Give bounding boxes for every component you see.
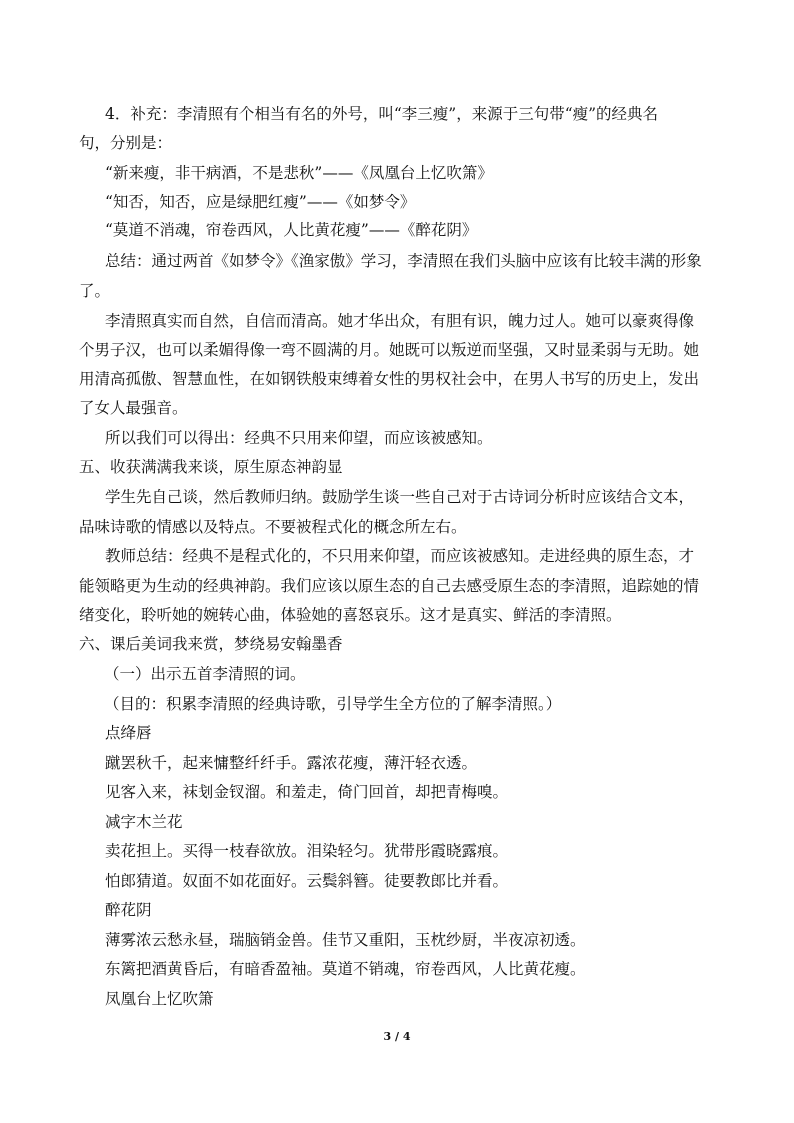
poem2-line1: 卖花担上。买得一枝春欲放。泪染轻匀。犹带彤霞晓露痕。	[105, 842, 509, 860]
section-heading-5: 五、收获满满我来谈，原生原态神韵显	[79, 458, 343, 476]
paragraph-li-line4: 了女人最强音。	[79, 399, 188, 417]
paragraph-li-line2: 个男子汉，也可以柔媚得像一弯不圆满的月。她既可以叛逆而坚强，又时显柔弱与无助。她	[79, 341, 700, 359]
paragraph-li-line3: 用清高孤傲、智慧血性，在如钢铁般束缚着女性的男权社会中，在男人书写的历史上，发出	[79, 370, 700, 388]
section5-para1-line2: 品味诗歌的情感以及特点。不要被程式化的概念所左右。	[79, 518, 467, 536]
conclusion-line: 所以我们可以得出：经典不只用来仰望，而应该被感知。	[105, 429, 493, 447]
quote-line-3: “莫道不消魂，帘卷西风，人比黄花瘦”——《醉花阴》	[105, 221, 478, 239]
summary-line1: 总结：通过两首《如梦令》《渔家傲》学习，李清照在我们头脑中应该有比较丰满的形象	[105, 252, 702, 270]
section5-para2-line3: 绪变化，聆听她的婉转心曲，体验她的喜怒哀乐。这才是真实、鲜活的李清照。	[79, 606, 622, 624]
poem3-line2: 东篱把酒黄昏后，有暗香盈袖。莫道不销魂，帘卷西风，人比黄花瘦。	[105, 960, 586, 978]
poem2-line2: 怕郎猜道。奴面不如花面好。云鬓斜簪。徒要教郎比并看。	[105, 872, 509, 890]
supplement-intro-line2: 句，分别是：	[79, 134, 173, 152]
poem3-line1: 薄雾浓云愁永昼，瑞脑销金兽。佳节又重阳，玉枕纱厨，半夜凉初透。	[105, 931, 586, 949]
supplement-intro-line1: 4．补充：李清照有个相当有名的外号，叫“李三瘦”，来源于三句带“瘦”的经典名	[105, 105, 659, 123]
section5-para1-line1: 学生先自己谈，然后教师归纳。鼓励学生谈一些自己对于古诗词分析时应该结合文本，	[105, 488, 695, 506]
poem1-line2: 见客入来，袜刬金钗溜。和羞走，倚门回首，却把青梅嗅。	[105, 783, 509, 801]
poem-title-dianjiangchun: 点绛唇	[105, 724, 152, 742]
page-number: 3 / 4	[383, 1030, 411, 1043]
quote-line-2: “知否，知否，应是绿肥红瘦”——《如梦令》	[105, 193, 416, 211]
summary-line2: 了。	[79, 282, 111, 300]
purpose-note: （目的：积累李清照的经典诗歌，引导学生全方位的了解李清照。）	[104, 695, 562, 713]
poem1-line1: 蹴罢秋千，起来慵整纤纤手。露浓花瘦，薄汗轻衣透。	[105, 754, 478, 772]
poem-title-zuihuayin: 醉花阴	[105, 901, 152, 919]
quote-line-1: “新来瘦，非干病酒，不是悲秋”——《凤凰台上忆吹箫》	[105, 164, 493, 182]
subsection-heading: （一）出示五首李清照的词。	[104, 665, 306, 683]
paragraph-li-line1: 李清照真实而自然，自信而清高。她才华出众，有胆有识，魄力过人。她可以豪爽得像	[105, 312, 695, 330]
section5-para2-line2: 能领略更为生动的经典神韵。我们应该以原生态的自己去感受原生态的李清照，追踪她的情	[79, 577, 700, 595]
poem-title-jianzimulanhua: 减字木兰花	[105, 813, 183, 831]
section5-para2-line1: 教师总结：经典不是程式化的，不只用来仰望，而应该被感知。走进经典的原生态，才	[105, 547, 695, 565]
poem-title-fenghuangtai: 凤凰台上忆吹箫	[105, 990, 214, 1008]
section-heading-6: 六、课后美词我来赏，梦绕易安翰墨香	[79, 635, 343, 653]
